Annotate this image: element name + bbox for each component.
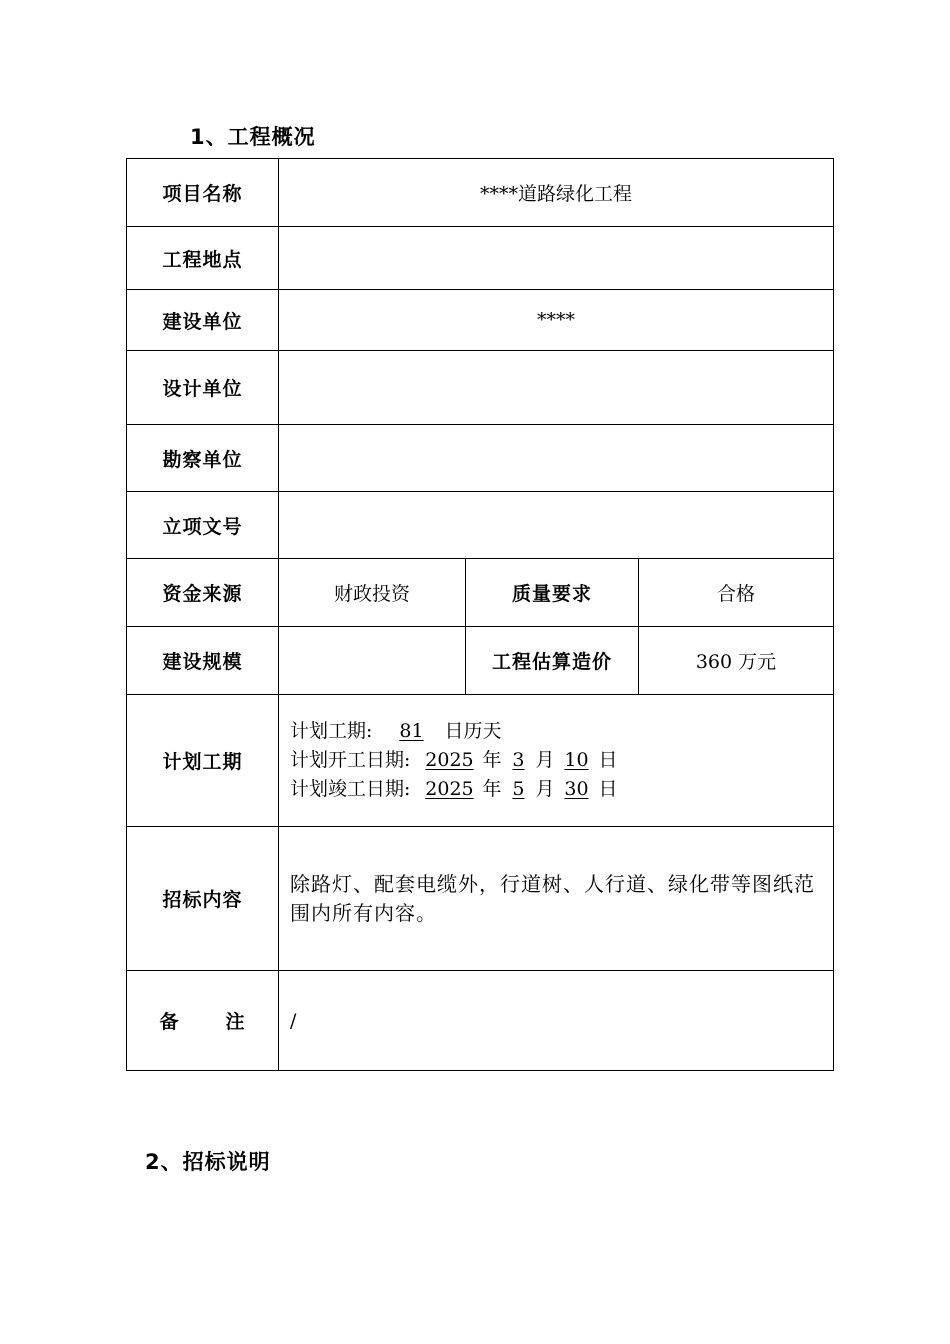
quality-label: 质量要求	[466, 559, 639, 627]
end-month: 5	[512, 778, 525, 800]
project-name-value: ****道路绿化工程	[279, 159, 834, 227]
table-row	[127, 559, 834, 627]
remarks-label-cell	[127, 971, 279, 1071]
table-row	[127, 227, 834, 290]
owner-label: 建设单位	[127, 290, 279, 351]
start-year: 2025	[425, 749, 474, 771]
duration-prefix: 计划工期:	[290, 720, 373, 742]
location-value	[279, 227, 834, 290]
duration-suffix: 日历天	[444, 720, 502, 742]
table-row	[127, 627, 834, 695]
section-title-overview: 1、工程概况	[190, 125, 316, 149]
funding-label: 资金来源	[127, 559, 279, 627]
scale-value	[279, 627, 466, 695]
table-row	[127, 492, 834, 559]
start-month: 3	[512, 749, 525, 771]
schedule-label: 计划工期	[127, 695, 279, 827]
table-row	[127, 159, 834, 227]
start-month-unit: 月	[535, 749, 555, 771]
end-prefix: 计划竣工日期:	[290, 778, 411, 800]
duration-line	[290, 717, 825, 746]
table-row	[127, 425, 834, 492]
approval-no-value	[279, 492, 834, 559]
end-year-unit: 年	[482, 778, 502, 800]
cost-value: 360 万元	[639, 627, 834, 695]
start-day: 10	[564, 749, 589, 771]
quality-value: 合格	[639, 559, 834, 627]
cost-label: 工程估算造价	[466, 627, 639, 695]
surveyor-label: 勘察单位	[127, 425, 279, 492]
table-row	[127, 971, 834, 1071]
designer-label: 设计单位	[127, 351, 279, 425]
section-title-instructions: 2、招标说明	[145, 1150, 271, 1174]
remarks-label: 备 注	[159, 1011, 246, 1033]
end-date-line	[290, 775, 825, 804]
surveyor-value	[279, 425, 834, 492]
bid-scope-text: 除路灯、配套电缆外，行道树、人行道、绿化带等图纸范围内所有内容。	[290, 871, 815, 925]
end-year: 2025	[425, 778, 474, 800]
remarks-value: /	[279, 971, 834, 1071]
bid-scope-value	[279, 827, 834, 971]
start-date-line	[290, 746, 825, 775]
start-year-unit: 年	[482, 749, 502, 771]
start-prefix: 计划开工日期:	[290, 749, 411, 771]
designer-value	[279, 351, 834, 425]
table-row	[127, 290, 834, 351]
start-day-unit: 日	[598, 749, 618, 771]
approval-no-label: 立项文号	[127, 492, 279, 559]
project-overview-table	[126, 158, 834, 1071]
table-row	[127, 695, 834, 827]
end-month-unit: 月	[535, 778, 555, 800]
duration-days: 81	[399, 720, 424, 742]
table-row	[127, 351, 834, 425]
schedule-value	[279, 695, 834, 827]
bid-scope-label: 招标内容	[127, 827, 279, 971]
table-row	[127, 827, 834, 971]
owner-value: ****	[279, 290, 834, 351]
project-name-label: 项目名称	[127, 159, 279, 227]
funding-value: 财政投资	[279, 559, 466, 627]
scale-label: 建设规模	[127, 627, 279, 695]
end-day-unit: 日	[598, 778, 618, 800]
end-day: 30	[564, 778, 589, 800]
location-label: 工程地点	[127, 227, 279, 290]
